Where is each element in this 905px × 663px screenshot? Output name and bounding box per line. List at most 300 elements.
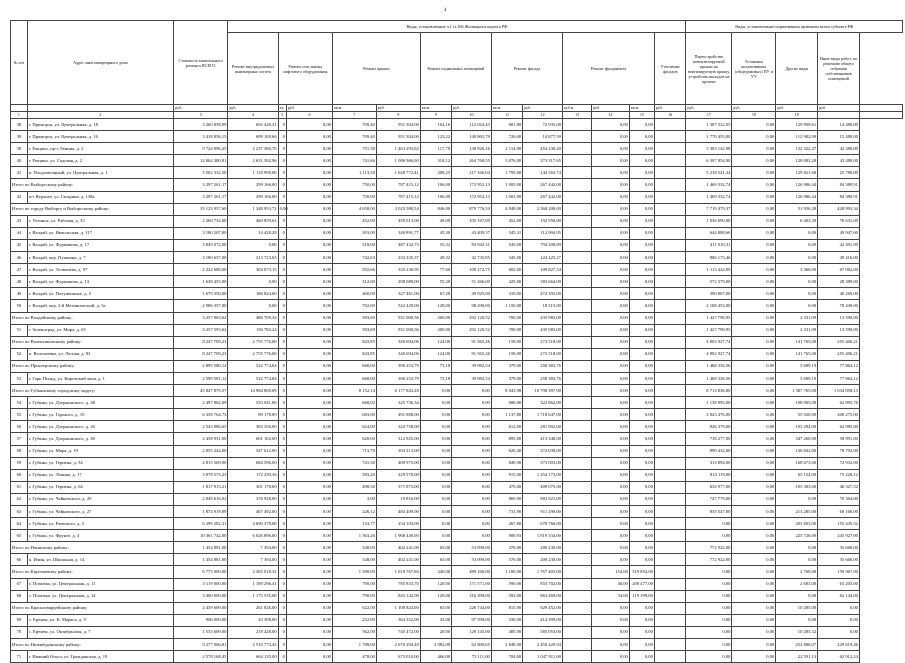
row-value: 200 230,00	[523, 554, 563, 566]
row-value: 0,00	[776, 300, 818, 312]
row-value: 312 925,00	[376, 433, 420, 445]
row-value: 0,00	[629, 119, 654, 131]
row-value: 843,85	[332, 348, 376, 360]
row-value: 8 152,14	[332, 385, 376, 397]
subtotal-row	[11, 566, 903, 578]
row-value: 0	[278, 155, 286, 167]
row-value-blank	[562, 288, 591, 300]
row-number: 41	[11, 167, 28, 179]
row-value: 0,00	[592, 227, 630, 239]
row-value: 0,00	[286, 566, 332, 578]
row-value: 2 114,00	[491, 143, 522, 155]
row-value: 806 173,46	[686, 252, 732, 264]
row-value: 731,90	[491, 506, 522, 518]
row-value: 200,00	[420, 324, 451, 336]
row-value: 6 177 843,28	[376, 385, 420, 397]
table-row	[11, 119, 903, 131]
row-value: 67,28	[420, 288, 451, 300]
row-value: 485,00	[491, 626, 522, 638]
row-value: 3 180 657,00	[174, 252, 228, 264]
row-value-blank	[562, 191, 591, 203]
row-value: 78 792,00	[818, 445, 860, 457]
row-value-blank	[654, 518, 686, 530]
row-number: 59	[11, 457, 28, 469]
row-value-blank	[562, 360, 591, 372]
row-value: 794 208,69	[523, 239, 563, 251]
row-number: 69	[11, 614, 28, 626]
row-value: 0,00	[776, 614, 818, 626]
row-value-blank	[654, 626, 686, 638]
table-row	[11, 590, 903, 602]
row-value: 814 119,00	[686, 469, 732, 481]
row-value: 863 469,00	[523, 590, 563, 602]
row-value: 106,00	[420, 191, 451, 203]
row-value: 234 103,00	[376, 518, 420, 530]
row-value: 1 427 798,95	[686, 312, 732, 324]
row-value: 0,00	[732, 578, 776, 590]
row-value: 951 304,00	[376, 131, 420, 143]
table-row	[11, 276, 903, 288]
row-value: 2 108 453,00	[686, 300, 732, 312]
table-row	[11, 300, 903, 312]
row-value-blank	[654, 372, 686, 384]
row-value: 0,00	[228, 300, 278, 312]
row-value: 0,00	[732, 336, 776, 348]
row-value: 835 547,00	[686, 506, 732, 518]
row-value: 158,00	[491, 336, 522, 348]
row-value: 376 928,00	[228, 493, 278, 505]
row-value: 108 905,00	[776, 397, 818, 409]
row-value: 172 952,13	[452, 179, 492, 191]
row-value: 128 083,28	[776, 155, 818, 167]
row-value: 0,00	[286, 518, 332, 530]
row-value-blank	[562, 590, 591, 602]
table-row	[11, 578, 903, 590]
row-value: 3 297 261,17	[174, 191, 228, 203]
unit-cell-blank	[27, 105, 173, 112]
row-value: 1 817 913,21	[174, 481, 228, 493]
row-value: 0	[278, 131, 286, 143]
row-value: 0,00	[686, 614, 732, 626]
row-address: г. Валдай, пер. Пушкина, д. 7	[27, 252, 173, 264]
row-value-blank	[562, 239, 591, 251]
unit-cell: кв.м.	[420, 105, 451, 112]
row-value: 91 565,26	[452, 348, 492, 360]
row-value: 1 454 881,00	[174, 542, 228, 554]
row-number: 62	[11, 493, 28, 505]
row-value: 14 480,00	[818, 119, 860, 131]
row-value: 168 673,00	[776, 457, 818, 469]
row-value: 0,00	[286, 264, 332, 276]
row-value: 0	[278, 481, 286, 493]
row-value: 0,00	[286, 433, 332, 445]
row-value: 906 000,00	[174, 614, 228, 626]
row-value: 843 142,00	[376, 590, 420, 602]
row-value: 0,00	[286, 639, 332, 651]
column-index: 7	[332, 112, 376, 119]
row-value: 1 034 858,13	[818, 385, 860, 397]
row-value: 2 450 420,94	[523, 639, 563, 651]
row-value: 1 767 403,00	[523, 566, 563, 578]
header-group-main: Виды, установленные ч.1 ст.166 Жилищного кодекса РФ	[228, 21, 686, 33]
row-value: 136 842,00	[776, 445, 818, 457]
row-number: 66	[11, 554, 28, 566]
table-row	[11, 626, 903, 638]
table-row	[11, 348, 903, 360]
row-value: 1 086 966,00	[376, 155, 420, 167]
row-value: 126 986,44	[776, 191, 818, 203]
row-value: 6 358 764,73	[174, 409, 228, 421]
row-value: 0,00	[286, 179, 332, 191]
row-value: 298 089,00	[376, 276, 420, 288]
row-value: 62 912,24	[818, 651, 860, 663]
row-value: 0,00	[592, 518, 630, 530]
row-value: 0,00	[629, 131, 654, 143]
table-row	[11, 457, 903, 469]
row-value: 138 926,16	[452, 143, 492, 155]
row-value: 0,00	[629, 143, 654, 155]
row-value: 112 982,90	[776, 131, 818, 143]
row-value: 680,00	[491, 397, 522, 409]
row-value: 105 167,00	[452, 215, 492, 227]
row-number: 45	[11, 239, 28, 251]
row-value: 1 387 522,05	[686, 119, 732, 131]
row-value: 154,00	[592, 566, 630, 578]
row-value: 0,00	[286, 554, 332, 566]
row-value: 0	[278, 336, 286, 348]
row-value: 1 189 296,41	[228, 578, 278, 590]
row-value: 0,00	[732, 626, 776, 638]
row-value: 252,00	[332, 614, 376, 626]
row-value: 0,00	[629, 445, 654, 457]
row-value: 303,00	[332, 227, 376, 239]
row-value: 2 331,09	[776, 324, 818, 336]
row-number: 56	[11, 421, 28, 433]
row-value: 255 406,21	[818, 336, 860, 348]
row-value-blank	[654, 276, 686, 288]
row-value: 633 977,00	[686, 481, 732, 493]
row-value: 0,00	[732, 614, 776, 626]
row-value: 5 689,19	[776, 372, 818, 384]
row-value: 226,12	[332, 506, 376, 518]
row-value: 43 398,00	[228, 614, 278, 626]
row-value: 0,00	[420, 385, 451, 397]
row-value: 376,00	[491, 542, 522, 554]
table-row	[11, 372, 903, 384]
row-value: 226 744,00	[452, 602, 492, 614]
row-number: 71	[11, 651, 28, 663]
row-value: 0,00	[629, 481, 654, 493]
row-value: 49,00	[420, 215, 451, 227]
row-value: 0,00	[592, 409, 630, 421]
row-value: 0,00	[732, 264, 776, 276]
row-value: 0,00	[592, 215, 630, 227]
column-index: 13	[562, 112, 591, 119]
row-value: 0,00	[732, 506, 776, 518]
repair-cost-table	[10, 20, 903, 663]
row-value: 0	[278, 227, 286, 239]
row-value: 0	[278, 312, 286, 324]
row-value: 335 230,95	[376, 264, 420, 276]
row-value: 245 927,00	[818, 530, 860, 542]
row-value: 217 166,04	[452, 167, 492, 179]
row-value: 0,00	[629, 215, 654, 227]
row-value: 0	[278, 614, 286, 626]
row-value: 0,00	[732, 300, 776, 312]
row-value: 200 230,00	[523, 542, 563, 554]
column-index-row	[11, 112, 903, 119]
row-value: 8 247 709,23	[174, 348, 228, 360]
row-value: 0,00	[732, 252, 776, 264]
row-value-blank	[562, 179, 591, 191]
row-value: 460 859,61	[228, 215, 278, 227]
row-value: 1 363,26	[332, 530, 376, 542]
table-row	[11, 239, 903, 251]
row-value: 65,00	[420, 554, 451, 566]
table-row	[11, 155, 903, 167]
row-value: 0,00	[286, 626, 332, 638]
row-value: 1 180,00	[491, 566, 522, 578]
row-value: 0,00	[592, 264, 630, 276]
row-value: 787 415,12	[376, 179, 420, 191]
row-value: 0,00	[629, 493, 654, 505]
row-address: г. Губкин, ул. Фрунзе, д. 4	[27, 530, 173, 542]
row-value: 0,00	[420, 518, 451, 530]
row-value: 0,00	[452, 397, 492, 409]
row-value: 51 266,00	[452, 276, 492, 288]
row-value: 0,00	[686, 639, 732, 651]
row-value: 0,00	[592, 542, 630, 554]
column-index: 1	[11, 112, 28, 119]
row-value: 0,00	[420, 409, 451, 421]
table-row	[11, 469, 903, 481]
row-value: 75 228,12	[818, 469, 860, 481]
row-value-blank	[562, 445, 591, 457]
row-value: 0,00	[686, 530, 732, 542]
row-value: 3 400 000,00	[174, 590, 228, 602]
row-value: 0,00	[286, 276, 332, 288]
row-value: 34,00	[592, 590, 630, 602]
row-value-blank	[562, 542, 591, 554]
unit-cell: руб.	[776, 105, 818, 112]
row-address: г. Губкин, ул. Горького, д. 10	[27, 409, 173, 421]
row-address: г. Нижний Оскол, ул. Гражданская, д. 19	[27, 651, 173, 663]
header-foundation: Ремонт фундамента	[562, 33, 654, 105]
row-value: 39 982,54	[452, 372, 492, 384]
row-number: 61	[11, 481, 28, 493]
row-value: 0	[278, 421, 286, 433]
row-value: 13 590,00	[818, 312, 860, 324]
column-index: 12	[523, 112, 563, 119]
row-value: 741,30	[332, 457, 376, 469]
table-row	[11, 264, 903, 276]
row-value: 0,00	[592, 312, 630, 324]
row-value: 109 827,54	[523, 264, 563, 276]
row-value: 0,00	[629, 409, 654, 421]
row-value: 0	[278, 590, 286, 602]
row-value: 55 920,00	[776, 409, 818, 421]
row-address: г. Губкин, ул. Гериена, д. 64	[27, 481, 173, 493]
row-value: 45 847 879,57	[174, 385, 228, 397]
row-value: 435 983,00	[523, 324, 563, 336]
row-value: 785 833,70	[376, 578, 420, 590]
row-value: 2 651 392,96	[228, 155, 278, 167]
row-value: 668,02	[332, 397, 376, 409]
subtotal-row	[11, 602, 903, 614]
unit-cell: руб.	[174, 105, 228, 112]
row-value: 347 260,00	[776, 433, 818, 445]
row-value: 0,00	[592, 481, 630, 493]
row-value: 0,00	[452, 518, 492, 530]
row-value: 0,00	[592, 288, 630, 300]
row-value-blank	[654, 324, 686, 336]
row-value: 0,00	[629, 264, 654, 276]
row-value: 2 458 931,00	[174, 433, 228, 445]
row-value: 0,00	[286, 131, 332, 143]
row-value: 0,00	[452, 421, 492, 433]
row-value: 345,00	[491, 252, 522, 264]
row-value: 1 003,90	[491, 191, 522, 203]
row-value-blank	[562, 385, 591, 397]
row-value: 0	[278, 578, 286, 590]
row-address: г. Валдай, ул. Толмачева, д. 97	[27, 264, 173, 276]
row-value: 0,00	[732, 155, 776, 167]
row-value: 452,00	[332, 215, 376, 227]
row-value: 402 241,00	[376, 554, 420, 566]
row-value-blank	[654, 554, 686, 566]
row-value: 65,00	[420, 602, 451, 614]
row-value-blank	[654, 348, 686, 360]
row-value: 6 026 896,00	[228, 530, 278, 542]
row-value: 452,00	[491, 215, 522, 227]
row-value: 0,00	[452, 409, 492, 421]
row-value: 2 599 581,12	[174, 372, 228, 384]
column-index: 16	[654, 112, 686, 119]
row-value: 0,00	[592, 506, 630, 518]
row-number: 50	[11, 300, 28, 312]
row-value: 0,00	[629, 397, 654, 409]
row-value-blank	[654, 288, 686, 300]
row-value: 0	[278, 143, 286, 155]
row-value: 879 776,54	[452, 203, 492, 215]
column-index: 11	[491, 112, 522, 119]
table-row	[11, 227, 903, 239]
row-value: 470,00	[491, 481, 522, 493]
row-value: 931 000,56	[376, 312, 420, 324]
row-value: 0,00	[286, 445, 332, 457]
row-value-blank	[654, 651, 686, 663]
row-value: 109 272,75	[452, 264, 492, 276]
column-index: 4	[228, 112, 278, 119]
row-value: 1 628 772,41	[376, 167, 420, 179]
row-value: 14 984 800,09	[228, 385, 278, 397]
row-address: г. Зеленоград, ул. Мира, д. 65	[27, 324, 173, 336]
row-value: 62 985,00	[818, 421, 860, 433]
row-value: 0,00	[286, 602, 332, 614]
row-value: 123,22	[420, 131, 451, 143]
header-drainage: Переустройство невентилируемой крыши на вентилируемую крышу, устройство выходов на кровлю	[686, 33, 732, 105]
row-value: 0,00	[286, 143, 332, 155]
row-value-blank	[654, 119, 686, 131]
row-value: 4 658,00	[332, 203, 376, 215]
row-value: 13 590,00	[818, 324, 860, 336]
column-index: 17	[686, 112, 732, 119]
row-value-blank	[654, 457, 686, 469]
row-value: 1 175 535,00	[228, 590, 278, 602]
row-value: 2 849 616,02	[174, 493, 228, 505]
row-value: 0,00	[732, 227, 776, 239]
row-value: 474 392,00	[523, 288, 563, 300]
table-row	[11, 445, 903, 457]
row-value: 0,00	[420, 421, 451, 433]
row-number: 40	[11, 155, 28, 167]
row-value: 261 826,00	[228, 602, 278, 614]
row-value: 84 389,91	[818, 179, 860, 191]
row-value: 0,00	[592, 397, 630, 409]
row-value: 0	[278, 469, 286, 481]
row-value: 0,00	[732, 360, 776, 372]
row-value: 273 518,00	[523, 336, 563, 348]
row-value-blank	[562, 578, 591, 590]
row-value: 664 135,00	[228, 651, 278, 663]
row-value: 141 765,00	[776, 348, 818, 360]
row-address: п. Ичин, ул. Школьная, д. 14	[27, 554, 173, 566]
row-value: 362,00	[332, 626, 376, 638]
row-value: 0,00	[592, 348, 630, 360]
row-value: 42 491,00	[818, 239, 860, 251]
row-value: 1 468 336,56	[686, 360, 732, 372]
row-value: 592,00	[491, 590, 522, 602]
row-address: Итого по Кирочаевому району:	[11, 566, 174, 578]
row-value: 8 247 709,23	[174, 336, 228, 348]
row-value: 258 383,76	[523, 372, 563, 384]
row-value: 301 178,60	[228, 481, 278, 493]
row-value: 1 718 647,00	[523, 409, 563, 421]
row-value-blank	[562, 469, 591, 481]
row-address: г. Губкин, ул. Чайковского, д. 27	[27, 506, 173, 518]
row-value: 0,00	[286, 191, 332, 203]
row-value: 0	[278, 457, 286, 469]
row-value: 2 260 732,00	[174, 215, 228, 227]
row-value: 0,00	[732, 131, 776, 143]
row-value: 0,00	[629, 336, 654, 348]
row-value: 0,00	[776, 288, 818, 300]
row-value-blank	[654, 131, 686, 143]
row-value: 0,00	[228, 239, 278, 251]
row-value: 0,00	[452, 433, 492, 445]
row-value: 0	[278, 179, 286, 191]
row-value: 0,00	[732, 324, 776, 336]
row-value: 0,00	[592, 239, 630, 251]
row-value: 0,00	[629, 252, 654, 264]
row-number: 70	[11, 626, 28, 638]
row-value: 0,00	[286, 651, 332, 663]
row-value-blank	[562, 143, 591, 155]
row-value: 751,38	[332, 143, 376, 155]
row-value: 1 254 173,00	[523, 469, 563, 481]
row-value: 1 118 990,00	[228, 167, 278, 179]
row-value: 124,00	[420, 348, 451, 360]
row-value: 3 076,00	[491, 155, 522, 167]
row-value: 0,00	[629, 433, 654, 445]
row-value: 43,00	[420, 614, 451, 626]
row-address: Итого по Валдайскому району:	[11, 312, 174, 324]
row-address: г. Рощино, ул. Садовая, д. 2	[27, 155, 173, 167]
row-value: 0	[278, 433, 286, 445]
row-value: 3 823 476,00	[686, 409, 732, 421]
row-value: 0,00	[629, 360, 654, 372]
row-value: 951 304,00	[376, 119, 420, 131]
